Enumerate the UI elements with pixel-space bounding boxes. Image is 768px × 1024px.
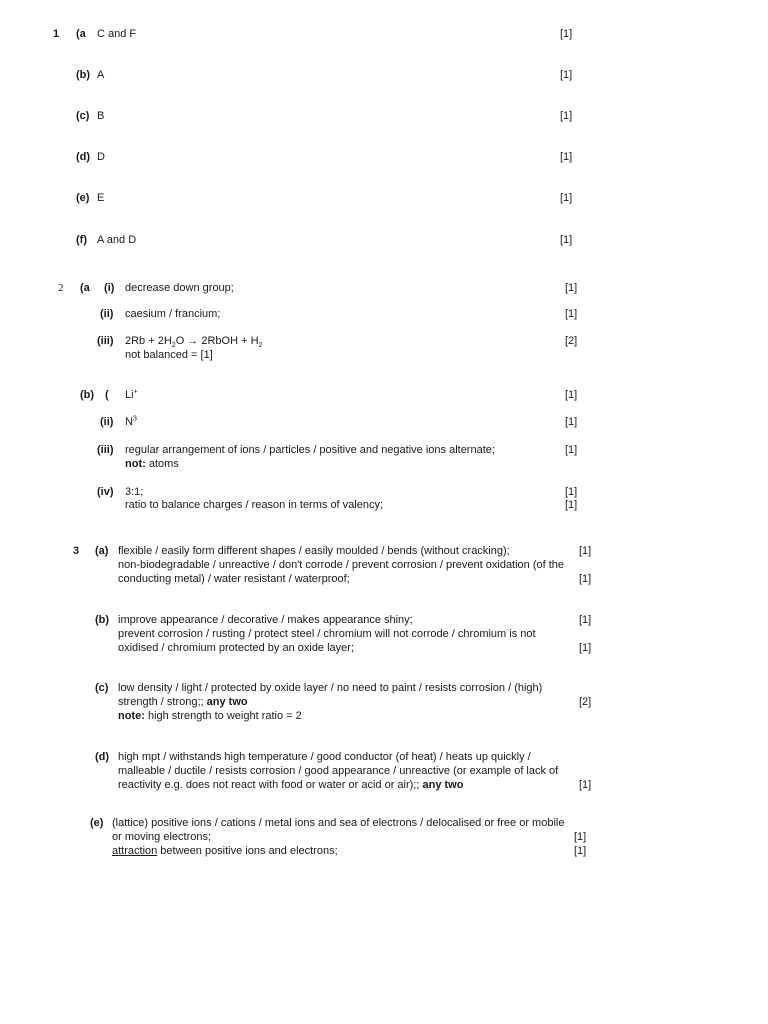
q1-part-answer: B: [97, 110, 105, 122]
q3-part-line: improve appearance / decorative / makes appearance shiny;: [118, 614, 413, 626]
q3-part-line: note: high strength to weight ratio = 2: [118, 710, 302, 722]
q2-sub-mark: [1]: [565, 499, 578, 511]
q1-number: 1: [53, 28, 60, 40]
q3-part-label: (b): [95, 614, 110, 626]
q3-part-line: flexible / easily form different shapes / easily moulded / bends (without cracking);: [118, 545, 510, 557]
q2-sub-answer: $N^3$: [125, 415, 137, 428]
q3-part-mark: [1]: [579, 779, 592, 791]
q3-part-line: conducting metal) / water resistant / waterproof;: [118, 573, 350, 585]
q2-b-label: (b): [80, 389, 95, 401]
q2-sub-mark: [1]: [565, 389, 578, 401]
q2-sub-answer: caesium / francium;: [125, 308, 221, 320]
q3-number: 3: [73, 545, 80, 557]
q3-part-label: (d): [95, 751, 110, 763]
q2-sub-mark: [1]: [565, 282, 578, 294]
q3-part-label: (e): [90, 817, 104, 829]
q2-number: 2: [58, 282, 64, 294]
q3-part-line: (lattice) positive ions / cations / metal ions and sea of electrons / delocalised or free or mobile: [112, 817, 565, 829]
q3-part-mark: [2]: [579, 696, 592, 708]
q2-sub-label: (iv): [97, 486, 114, 498]
q1-part-mark: [1]: [560, 110, 573, 122]
q1-part-label: (e): [76, 192, 90, 204]
q2-sub-answer: decrease down group;: [125, 282, 234, 294]
q1-part-answer: E: [97, 192, 105, 204]
q2-sub-label: (iii): [97, 444, 114, 456]
q1-part-label: (d): [76, 151, 91, 163]
q3-part-mark: [1]: [579, 642, 592, 654]
q2-sub-label: (i): [104, 282, 115, 294]
q2-sub-answer: regular arrangement of ions / particles / positive and negative ions alternate;: [125, 444, 495, 456]
q1-part-label: (c): [76, 110, 90, 122]
q3-part-line: reactivity e.g. does not react with food or water or acid or air);; any two: [118, 779, 464, 791]
q1-part-answer: C and F: [97, 28, 137, 40]
q2-sub-mark: [1]: [565, 486, 578, 498]
q3-part-mark: [1]: [579, 545, 592, 557]
q1-part-mark: [1]: [560, 69, 573, 81]
q1-part-mark: [1]: [560, 151, 573, 163]
q3-part-line: malleable / ductile / resists corrosion / good appearance / unreactive (or example of lack of: [118, 765, 559, 777]
q2-sub-answer: Li+: [125, 388, 138, 401]
q3-part-mark: [1]: [579, 573, 592, 585]
q2-sub-mark: [1]: [565, 416, 578, 428]
q3-part-mark: [1]: [574, 845, 587, 857]
q1-part-answer: D: [97, 151, 105, 163]
q3-part-line: prevent corrosion / rusting / protect steel / chromium will not corrode / chromium is not: [118, 628, 536, 640]
q1-part-mark: [1]: [560, 192, 573, 204]
q2-sub-mark: [1]: [565, 444, 578, 456]
q3-part-line: non-biodegradable / unreactive / don't corrode / prevent corrosion / prevent oxidation (of the: [118, 559, 565, 571]
q3-part-mark: [1]: [574, 831, 587, 843]
q1-part-label: (b): [76, 69, 91, 81]
q3-part-line: oxidised / chromium protected by an oxide layer;: [118, 642, 355, 654]
q2-sub-label: (ii): [100, 308, 114, 320]
q2-sub-answer-line2: ratio to balance charges / reason in terms of valency;: [125, 499, 384, 511]
q2-sub-label: (iii): [97, 335, 114, 347]
q1-part-mark: [1]: [560, 28, 573, 40]
q2-sub-note: not: atoms: [125, 458, 179, 470]
q1-part-label: (a: [76, 28, 86, 40]
q3-part-line: or moving electrons;: [112, 831, 212, 843]
q3-part-line: attraction between positive ions and electrons;: [112, 845, 338, 857]
q1-part-answer: A and D: [97, 234, 137, 246]
q3-part-label: (c): [95, 682, 109, 694]
q3-part-line: high mpt / withstands high temperature / good conductor (of heat) / heats up quickly /: [118, 751, 531, 763]
q3-part-mark: [1]: [579, 614, 592, 626]
q1-part-mark: [1]: [560, 234, 573, 246]
q2-sub-mark: [2]: [565, 335, 578, 347]
q3-part-label: (a): [95, 545, 109, 557]
q1-part-label: (f): [76, 234, 87, 246]
q2-sub-label: (ii): [100, 416, 114, 428]
q3-part-line: low density / light / protected by oxide layer / no need to paint / resists corrosion / (high): [118, 682, 543, 694]
q2-sub-answer: 3:1;: [125, 486, 144, 498]
q1-part-answer: A: [97, 69, 105, 81]
q3-part-line: strength / strong;; any two: [118, 696, 248, 708]
q2-sub-label: (: [105, 389, 109, 401]
q2-a-label: (a: [80, 282, 90, 294]
q2-sub-note: not balanced = [1]: [125, 349, 213, 361]
q2-sub-mark: [1]: [565, 308, 578, 320]
equation: $2Rb + 2H_2O$ → 2RbOH + $H_2$: [125, 335, 263, 350]
